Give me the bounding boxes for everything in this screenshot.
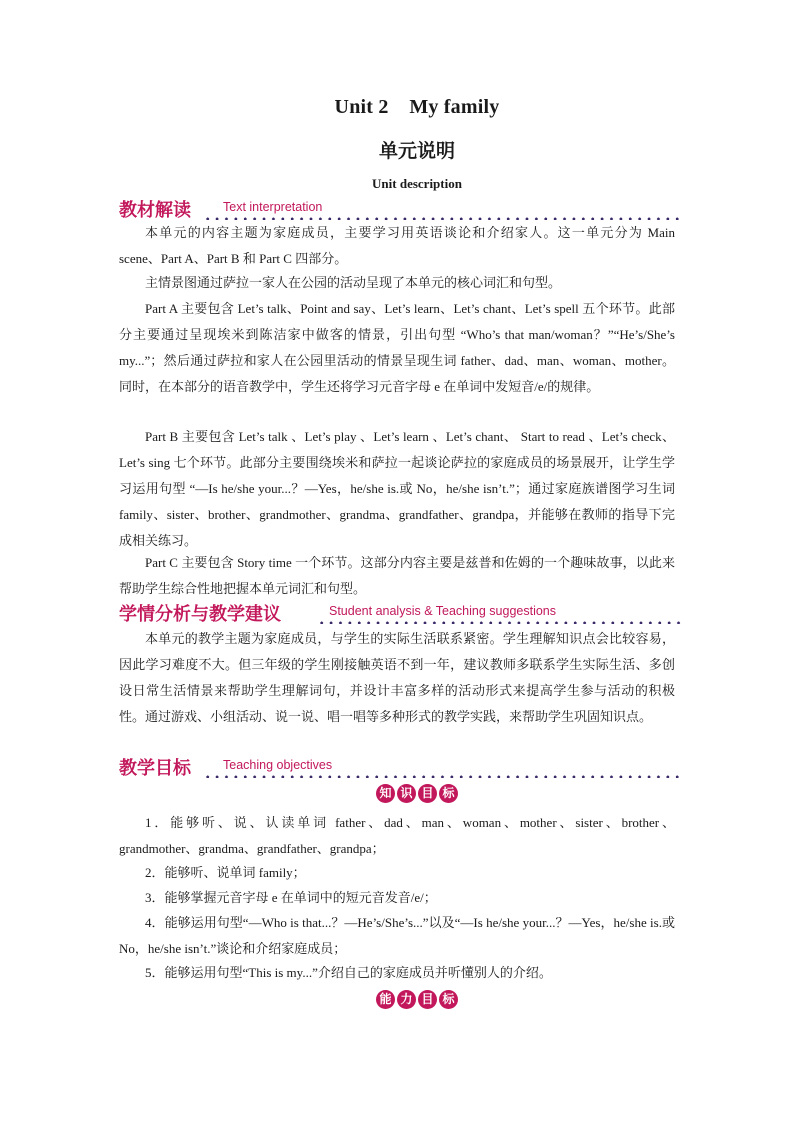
badge-char: 标 bbox=[439, 990, 458, 1009]
objective-item: 1．能够听、说、认读单词 father、dad、man、woman、mother、sister、brother、grandmother、grandma、grandfather、grandpa； bbox=[119, 815, 675, 856]
dotted-divider bbox=[203, 775, 681, 778]
heading-en: Student analysis & Teaching suggestions bbox=[329, 604, 557, 618]
heading-teaching-objectives bbox=[119, 756, 681, 778]
paragraph: Part B 主要包含 Let’s talk 、Let’s play 、Let’s learn 、Let’s chant、 Start to read 、Let’s check、Let’s sing 七个环节。此部分主要围绕埃米和萨拉一起谈论萨拉的家庭成员的场景展开，让学生学习运用句型 “—Is he/she your...？—Yes，he/she is.或 No，he/she isn’t.”；通过家庭族谱图学习生词 family、sister、brother、grandmother、grandma、grandfather、grandpa，并能够在教师的指导下完成相关练习。 bbox=[119, 429, 675, 548]
paragraph: 本单元的内容主题为家庭成员，主要学习用英语谈论和介绍家人。这一单元分为 Main scene、Part A、Part B 和 Part C 四部分。 bbox=[119, 225, 675, 266]
badge-char: 知 bbox=[376, 784, 395, 803]
badge-char: 识 bbox=[397, 784, 416, 803]
badge-char: 目 bbox=[418, 784, 437, 803]
objective-item: 4．能够运用句型“—Who is that...？—He’s/She’s...”以及“—Is he/she your...？—Yes，he/she is.或 No，he/she isn’t.”谈论和介绍家庭成员； bbox=[119, 915, 675, 956]
badge-char: 能 bbox=[376, 990, 395, 1009]
objective-item: 3．能够掌握元音字母 e 在单词中的短元音发音/e/； bbox=[145, 890, 437, 905]
knowledge-objectives-badge bbox=[0, 784, 794, 803]
paragraph: Part A 主要包含 Let’s talk、Point and say、Let’s learn、Let’s chant、Let’s spell 五个环节。此部分主要通过呈现埃米到陈洁家中做客的情景，引出句型 “Who’s that man/woman？”“He’s/She’s my...”；然后通过萨拉和家人在公园里活动的情景呈现生词 father、dad、man、woman、mother。同时，在本部分的语音教学中，学生还将学习元音字母 e 在单词中发短音/e/的规律。 bbox=[119, 301, 675, 394]
badge-char: 力 bbox=[397, 990, 416, 1009]
heading-cn: 教学目标 bbox=[119, 758, 191, 779]
heading-en: Teaching objectives bbox=[223, 758, 333, 772]
heading-cn: 学情分析与教学建议 bbox=[119, 604, 281, 625]
dotted-divider bbox=[317, 621, 681, 624]
paragraph: 主情景图通过萨拉一家人在公园的活动呈现了本单元的核心词汇和句型。 bbox=[145, 275, 562, 290]
badge-char: 目 bbox=[418, 990, 437, 1009]
unit-title: Unit 2 My family bbox=[334, 96, 500, 118]
paragraph: Part C 主要包含 Story time 一个环节。这部分内容主要是兹普和佐姆的一个趣味故事，以此来帮助学生综合性地把握本单元词汇和句型。 bbox=[119, 555, 675, 596]
heading-student-analysis bbox=[119, 602, 681, 624]
badge-char: 标 bbox=[439, 784, 458, 803]
ability-objectives-badge bbox=[0, 990, 794, 1009]
heading-en: Text interpretation bbox=[223, 200, 323, 214]
heading-text-interpretation bbox=[119, 198, 681, 220]
section-title-en: Unit description bbox=[372, 176, 462, 191]
objective-item: 5．能够运用句型“This is my...”介绍自己的家庭成员并听懂别人的介绍。 bbox=[145, 965, 552, 980]
section-title-cn: 单元说明 bbox=[378, 141, 455, 162]
objective-item: 2．能够听、说单词 family； bbox=[145, 865, 306, 880]
paragraph: 本单元的教学主题为家庭成员，与学生的实际生活联系紧密。学生理解知识点会比较容易，因此学习难度不大。但三年级的学生刚接触英语不到一年，建议教师多联系学生实际生活、多创设日常生活情景来帮助学生理解词句，并设计丰富多样的活动形式来提高学生参与活动的积极性。通过游戏、小组活动、说一说、唱一唱等多种形式的教学实践，来帮助学生巩固知识点。 bbox=[119, 631, 675, 724]
heading-cn: 教材解读 bbox=[119, 200, 191, 221]
